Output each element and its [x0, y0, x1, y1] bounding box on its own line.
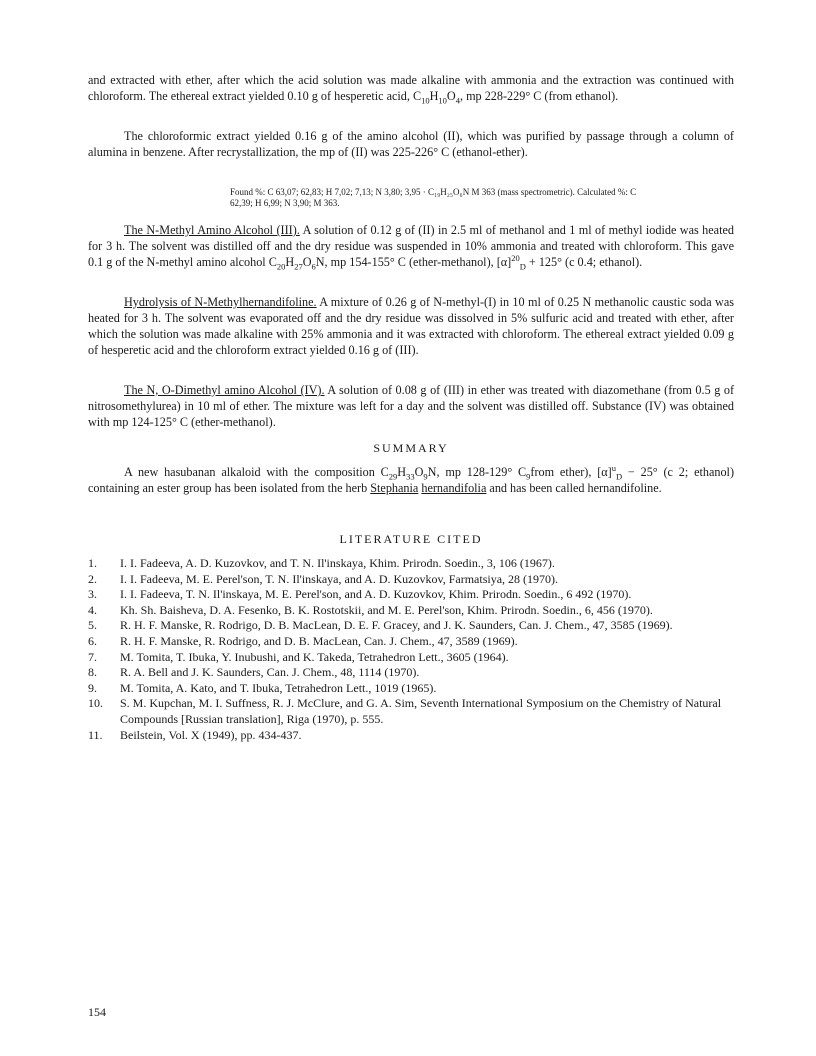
- formula-part: H: [429, 89, 439, 103]
- reference-item: 11. Beilstein, Vol. X (1949), pp. 434-437.: [88, 727, 302, 742]
- section-n-methyl-amino-alcohol: The N-Methyl Amino Alcohol (III). A solution of 0.12 g of (II) in 2.5 ml of methanol and 1 ml of methyl iodide was heated for 3 h. The solvent was distilled off and the dry residue was suspended in 10% ammonia and treated with chloroform. This gave 0.1 g of the N-methyl amino alcohol $C_{20}H_{27}O_6N$, mp 154-155° C (ether-methanol), $[\alpha]^{20}_D + 125^\circ$ (c 0.4; ethanol).: [88, 223, 734, 272]
- reference-item: 10. S. M. Kupchan, M. I. Suffness, R. J. McClure, and G. A. Sim, Seventh International Symposium on the Chemistry of Natural Compounds [Russian translation], Riga (1970), p. 555.: [88, 696, 722, 726]
- section-title: The N-Methyl Amino Alcohol (III).: [124, 223, 300, 237]
- literature-cited-heading: LITERATURE CITED: [339, 532, 483, 546]
- section-hydrolysis: Hydrolysis of N-Methylhernandifoline. A mixture of 0.26 g of N-methyl-(I) in 10 ml of 0.25 N methanolic caustic soda was heated for 3 h. The solvent was evaporated off and the dry residue was dissolved in 5% sulfuric acid and treated with ether, after which the solution was made alkaline with 25% ammonia and it was extracted with chloroform. The ethereal extract yielded 0.09 g of hesperetic acid and the chloroform extract yielded 0.16 g of (III).: [88, 295, 735, 357]
- reference-item: 3. I. I. Fadeeva, T. N. Il'inskaya, M. E. Perel'son, and A. D. Kuzovkov, Khim. Prirodn. Soedin., 6 492 (1970).: [88, 587, 632, 602]
- genus-name: Stephania: [370, 481, 419, 495]
- reference-item: 5. R. H. F. Manske, R. Rodrigo, D. B. MacLean, D. E. F. Gracey, and J. K. Saunders, Can. J. Chem., 47, 3585 (1969).: [88, 618, 673, 633]
- para1-end: , mp 228-229° C (from ethanol).: [459, 89, 619, 103]
- section-dimethyl-amino-alcohol: The N, O-Dimethyl amino Alcohol (IV). A solution of 0.08 g of (III) in ether was treated with diazomethane (from 0.5 g of nitrosomethylurea) in 10 ml of ether. The mixture was left for a day and the solvent was distilled off. Substance (IV) was obtained with mp 124-125° C (ether-methanol).: [88, 383, 735, 429]
- formula-sub: 10: [438, 95, 447, 106]
- reference-item: 1. I. I. Fadeeva, A. D. Kuzovkov, and T. N. Il'inskaya, Khim. Prirodn. Soedin., 3, 106 (1967).: [88, 556, 555, 570]
- page-number: 154: [88, 1005, 106, 1019]
- formula-part: O: [446, 89, 456, 103]
- reference-item: 4. Kh. Sh. Baisheva, D. A. Fesenko, B. K. Rostotskii, and M. E. Perel'son, Khim. Prirodn. Soedin., 6, 456 (1970).: [88, 602, 653, 617]
- paragraph-hesperetic-acid: [88, 72, 734, 104]
- reference-item: 2. I. I. Fadeeva, M. E. Perel'son, T. N. Il'inskaya, and A. D. Kuzovkov, Farmatsiya, 28 (1970).: [88, 571, 559, 586]
- paragraph-amino-alcohol: The chloroformic extract yielded 0.16 g of the amino alcohol (II), which was purified by passage through a column of alumina in benzene. After recrystallization, the mp of (II) was 225-226° C (ethanol-ether).: [88, 129, 734, 159]
- section-title: Hydrolysis of N-Methylhernandifoline.: [124, 295, 317, 309]
- summary-paragraph: A new hasubanan alkaloid with the composition $C_{29}H_{33}O_9N$, mp 128-129° $C_9from$ ether), $[\alpha]^u_D - 25^\circ$ (c 2; ethanol) containing an ester group has been isolated from the herb Stephania hernandifolia and has been called hernandifoline.: [88, 462, 735, 495]
- section-title: The N, O-Dimethyl amino Alcohol (IV).: [124, 383, 325, 397]
- para1-text: and extracted with ether, after which the acid solution was made alkaline with ammonia and the extraction was continued with chloroform. The ethereal extract yielded 0.10 g of hesperetic acid, C: [88, 73, 734, 103]
- species-name: hernandifolia: [421, 481, 487, 495]
- reference-item: 9. M. Tomita, A. Kato, and T. Ibuka, Tetrahedron Lett., 1019 (1965).: [88, 680, 437, 695]
- formula-sub: 4: [455, 95, 460, 106]
- reference-item: 7. M. Tomita, T. Ibuka, Y. Inubushi, and K. Takeda, Tetrahedron Lett., 3605 (1964).: [88, 649, 509, 664]
- reference-item: 6. R. H. F. Manske, R. Rodrigo, and D. B. MacLean, Can. J. Chem., 47, 3589 (1969).: [88, 633, 518, 648]
- summary-heading: SUMMARY: [373, 441, 449, 455]
- reference-item: 8. R. A. Bell and J. K. Saunders, Can. J. Chem., 48, 1114 (1970).: [88, 665, 420, 680]
- analysis-found-calculated: Found %: C 63,07; 62,83; H 7,02; 7,13; N 3,80; 3,95 · C₁₉H₂₅O₆N M 363 (mass spectrometric). Calculated %: C 62,39; H 6,99; N 3,90; M 363.: [230, 187, 637, 208]
- reference-list: [88, 556, 734, 743]
- formula-sub: 10: [421, 95, 430, 106]
